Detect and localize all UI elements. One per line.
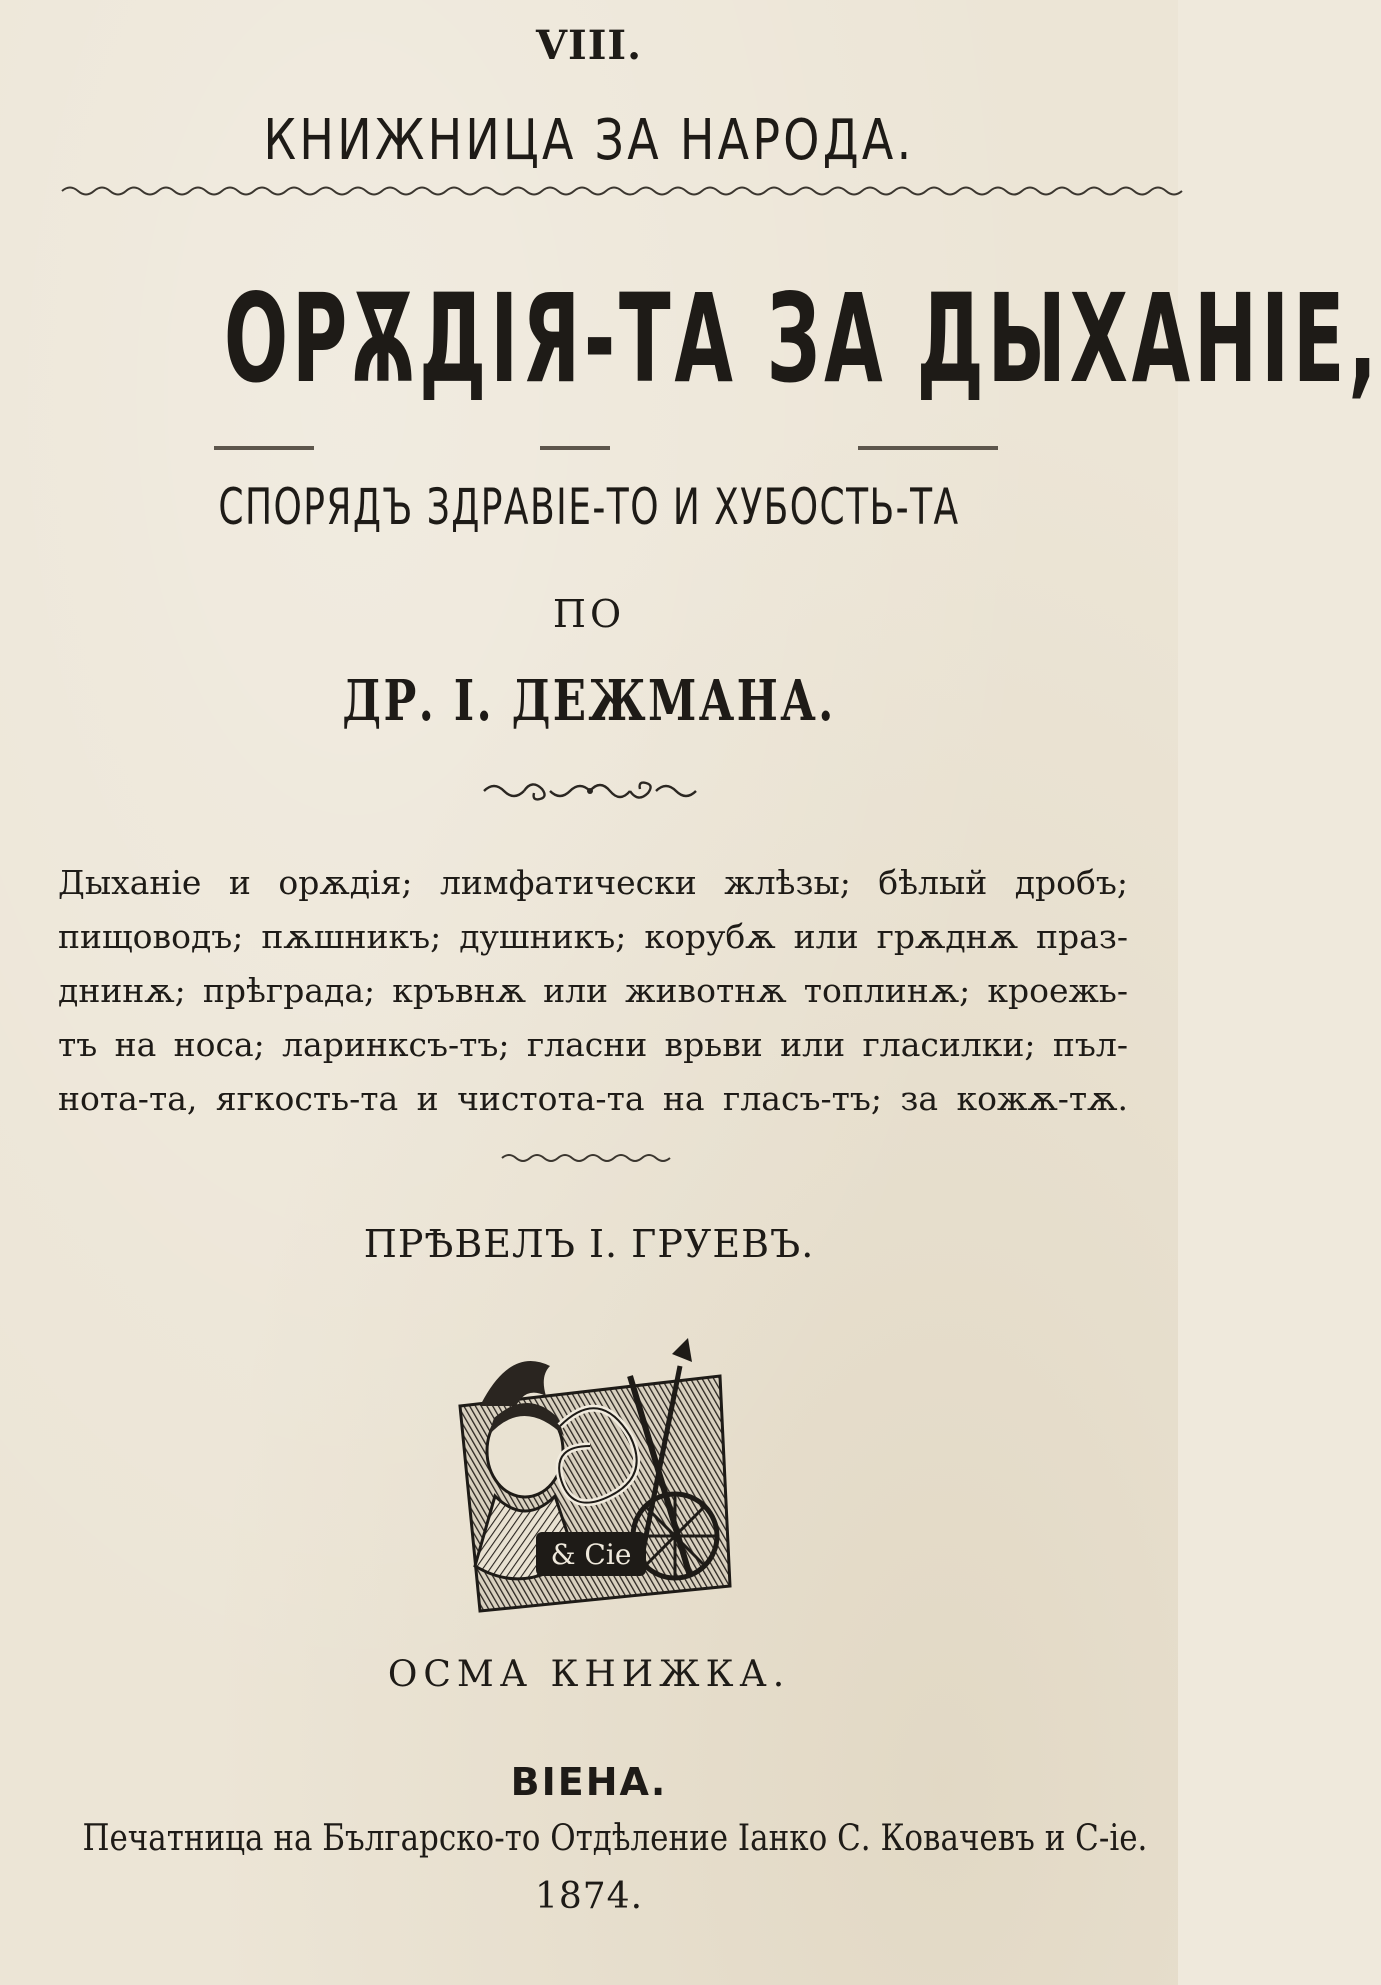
summary-line: нота-та, ягкость-та и чистота-та на гласъ-тъ; за кожѫ-тѫ. xyxy=(58,1079,1128,1118)
dash-rule-right xyxy=(858,446,998,450)
dash-rule-middle xyxy=(540,446,610,450)
book-number: ОСМА КНИЖКА. xyxy=(387,1654,791,1695)
author-name: ДР. I. ДЕЖМАНА. xyxy=(342,668,836,734)
ornament-flourish-icon xyxy=(480,774,700,808)
translator: ПРѢВЕЛЪ I. ГРУЕВЪ. xyxy=(363,1222,815,1266)
imprint-city: ВІЕНА. xyxy=(510,1760,668,1804)
dash-rule-left xyxy=(214,446,314,450)
contents-summary xyxy=(58,856,1128,1126)
series-number: VIII. xyxy=(535,22,643,69)
small-wavy-divider xyxy=(502,1152,670,1164)
summary-line: Дыханіе и орѫдія; лимфатически жлѣзы; бѣлый дробъ; xyxy=(58,863,1128,902)
summary-line: пищоводъ; пѫшникъ; душникъ; корубѫ или грѫднѫ праз- xyxy=(58,917,1128,956)
imprint-year: 1874. xyxy=(534,1876,644,1917)
subtitle: СПОРЯДЪ ЗДРАВІЕ-ТО И ХУБОСТЬ-ТА xyxy=(218,478,960,536)
summary-line: тъ на носа; ларинксъ-тъ; гласни врьви или гласилки; пъл- xyxy=(58,1025,1128,1064)
by-word: ПО xyxy=(552,592,626,636)
wavy-rule-divider xyxy=(62,184,1126,198)
imprint-printer: Печатница на Българско-то Отдѣление Іанко С. Ковачевъ и С-іе. xyxy=(82,1818,1148,1859)
emblem-label: & Cie xyxy=(550,1538,632,1571)
publisher-emblem-icon xyxy=(440,1336,740,1626)
summary-line: днинѫ; прѣграда; кръвнѫ или животнѫ топлинѫ; кроежь- xyxy=(58,971,1128,1010)
main-title: ОРѪДІЯ-ТА ЗА ДЫХАНІЕ, xyxy=(223,268,1381,410)
series-title: КНИЖНИЦА ЗА НАРОДА. xyxy=(263,108,915,173)
